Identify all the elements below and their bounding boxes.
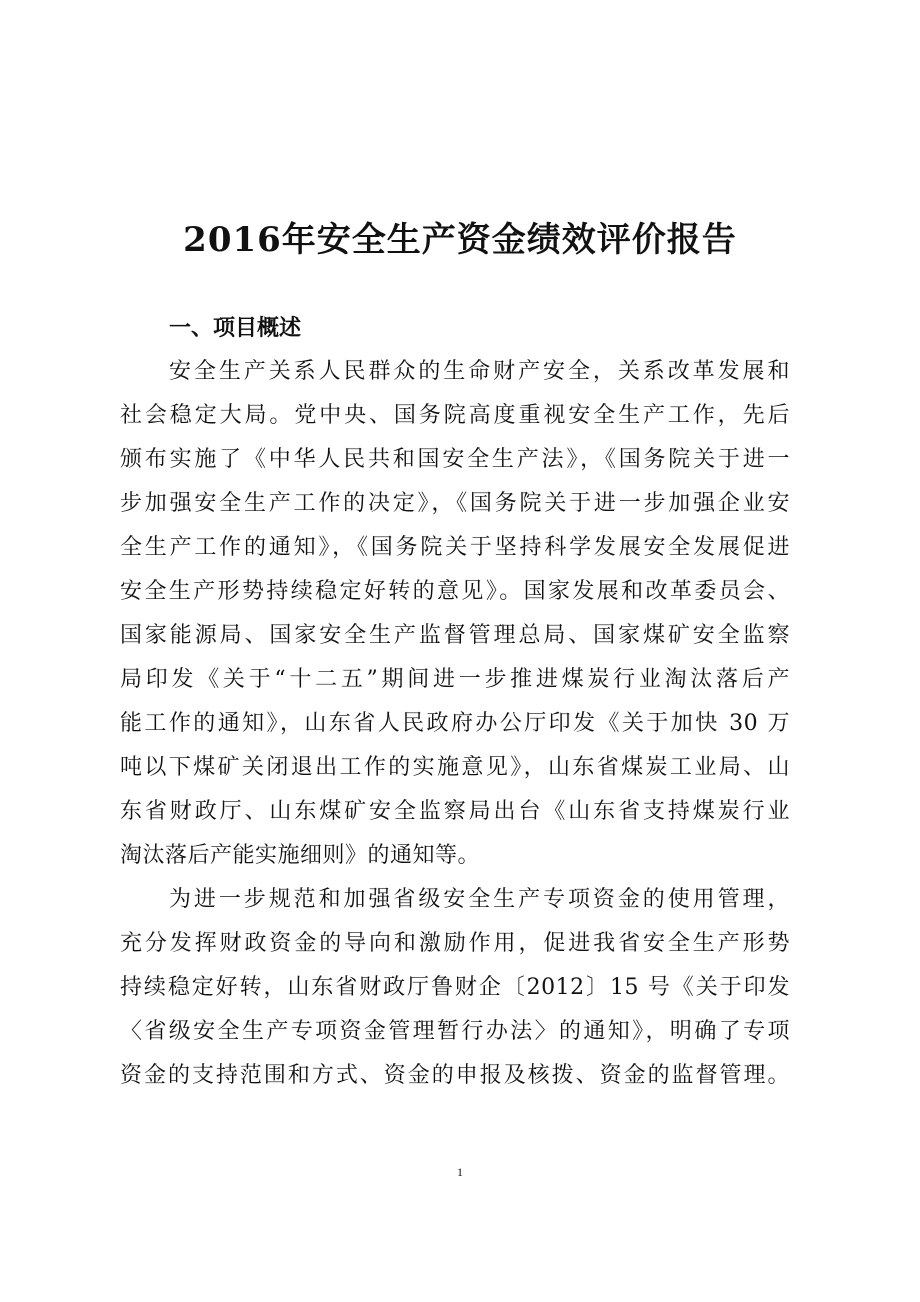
paragraph-line: 安全生产形势持续稳定好转的意见》。国家发展和改革委员会、 xyxy=(120,579,790,604)
paragraph-line: 步加强安全生产工作的决定》，《国务院关于进一步加强企业安 xyxy=(120,491,790,516)
paragraph-line: 局印发《关于“十二五”期间进一步推进煤炭行业淘汰落后产 xyxy=(120,667,790,692)
paragraph-line: 〈省级安全生产专项资金管理暂行办法〉的通知》，明确了专项 xyxy=(120,1019,790,1044)
paragraph-line: 资金的支持范围和方式、资金的申报及核拨、资金的监督管理。 xyxy=(120,1063,790,1088)
paragraph-line: 国家能源局、国家安全生产监督管理总局、国家煤矿安全监察 xyxy=(120,623,790,648)
paragraph-line: 持续稳定好转，山东省财政厅鲁财企〔2012〕15 号《关于印发 xyxy=(120,975,790,1000)
paragraph-line: 充分发挥财政资金的导向和激励作用，促进我省安全生产形势 xyxy=(120,931,790,956)
page-number: 1 xyxy=(457,1165,463,1179)
section-heading: 一、项目概述 xyxy=(169,316,302,341)
paragraph-line: 为进一步规范和加强省级安全生产专项资金的使用管理， xyxy=(169,887,790,912)
paragraph-line: 淘汰落后产能实施细则》的通知等。 xyxy=(120,843,481,868)
paragraph-line: 吨以下煤矿关闭退出工作的实施意见》，山东省煤炭工业局、山 xyxy=(120,755,790,780)
paragraph-line: 能工作的通知》，山东省人民政府办公厅印发《关于加快 30 万 xyxy=(120,711,790,736)
paragraph-line: 东省财政厅、山东煤矿安全监察局出台《山东省支持煤炭行业 xyxy=(120,799,790,824)
paragraph-line: 全生产工作的通知》，《国务院关于坚持科学发展安全发展促进 xyxy=(120,535,790,560)
paragraph-line: 安全生产关系人民群众的生命财产安全，关系改革发展和 xyxy=(169,359,790,384)
document-title: 2016年安全生产资金绩效评价报告 xyxy=(183,220,737,260)
paragraph-line: 社会稳定大局。党中央、国务院高度重视安全生产工作，先后 xyxy=(120,403,790,428)
paragraph-line: 颁布实施了《中华人民共和国安全生产法》，《国务院关于进一 xyxy=(120,447,790,472)
